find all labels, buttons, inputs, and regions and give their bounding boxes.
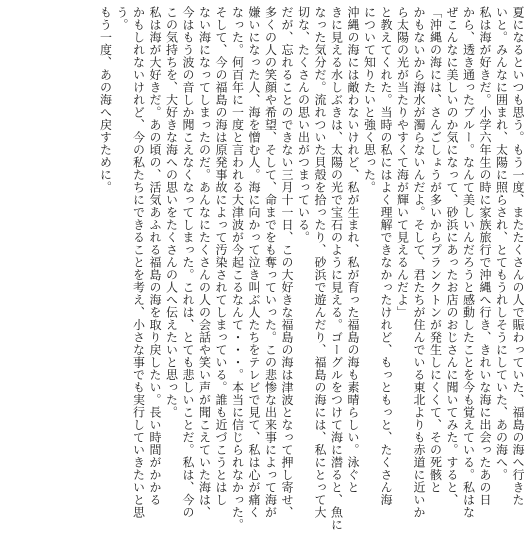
essay-line: 嫌いになった人、海を憎む人。海に向かって泣き叫ぶ人たちをテレビで見て、私は心が痛く [247,6,261,519]
essay-line: 多くの人の笑顔や希望、そして、命までをも奪っていった。この悲惨な出来事によって海が [263,6,278,519]
essay-line: きに見える水しぶきは、太陽の光で宝石のように見える。ゴーグルをつけて海に潜ると、魚に [329,6,344,531]
essay-line: から、透き通ったブルー。なんて美しいんだろうと感動したことを今も覚えている。私はな [461,6,476,519]
essay-line: なった。何百年に一度と言われる大津波が今起こるなんて・・・。本当に信じられなかった。 [230,6,245,531]
essay-line: もう一度、あの海へ戻すために。 [98,6,113,194]
essay-line: について知りたいと強く思った。 [362,6,377,194]
essay-line: ぜこんなに美しいのか気になって、砂浜にあったお店のおじさんに聞いてみた。すると、 [445,6,459,506]
essay-line: 沖縄の海には敵わないけれど、私が生まれ、私が育った福島の海も素晴らしい。泳ぐと [346,6,360,494]
essay-line: 私は海が好きだ。小学六年生の時に家族旅行で沖縄へ行き、きれいな海に出会ったあの日 [478,6,492,506]
essay-line: 切な、たくさんの思い出がつまっている。 [296,6,311,244]
essay-line: と教えてくれた。当時の私にはよく理解できなかったけれど、もっともっと、たくさん海 [379,6,393,506]
essay-line: 今はもう波の音しか聞こえなくなってしまった。これは、とても悲しいことだ。私は、今の [181,6,195,519]
essay-body [97,6,526,534]
essay-line: なった気分だ。流れついた貝殻を拾ったり、砂浜で遊んだり、福島の海には、私にとって大 [313,6,327,519]
essay-line: 夏になるといつも思う。もう一度、またたくさんの人で賑わっていた、福島の海へ行きた [511,6,525,506]
essay-line: ない海になってしまったのだ。あんなにたくさんの人の会話や笑い声が聞こえていた海は、 [197,6,212,519]
essay-line: そして、今の福島の海は原発事故によって汚染されてしまっている。誰も近づこうとはし [214,6,228,506]
essay-line: だが、忘れることのできない三月十一日、この大好きな福島の海は津波となって押し寄せ、 [280,6,294,519]
essay-line: う。 [115,6,129,31]
essay-line: 私は海が大好きだ。あの頃の、活気あふれる福島の海を取り戻したい。長い時間がかかる [148,6,162,506]
essay-line: 「沖縄の海には、さんごしょうが多いからプランクトンが発生しにくくて、その死骸と [428,6,443,494]
essay-line: この気持ちを、大好きな海への思いをたくさんの人へ伝えたいと思った。 [164,6,179,419]
essay-line: かもしれないけれど、今の私たちにできることを考え、小さな事でも実行していきたいと思 [131,6,146,519]
essay-line: かもないから海水が濁らないんだよ。そして、君たちが住んでいる東北よりも赤道に近いか [412,6,426,519]
essay-line: ら太陽の光が当たりやすくて海が輝いて見えるんだよ」 [395,6,410,319]
essay-line: いと。みんなに囲まれ、太陽に照らされ、とてもうれしそうにしていた、あの海へ。 [494,6,509,481]
